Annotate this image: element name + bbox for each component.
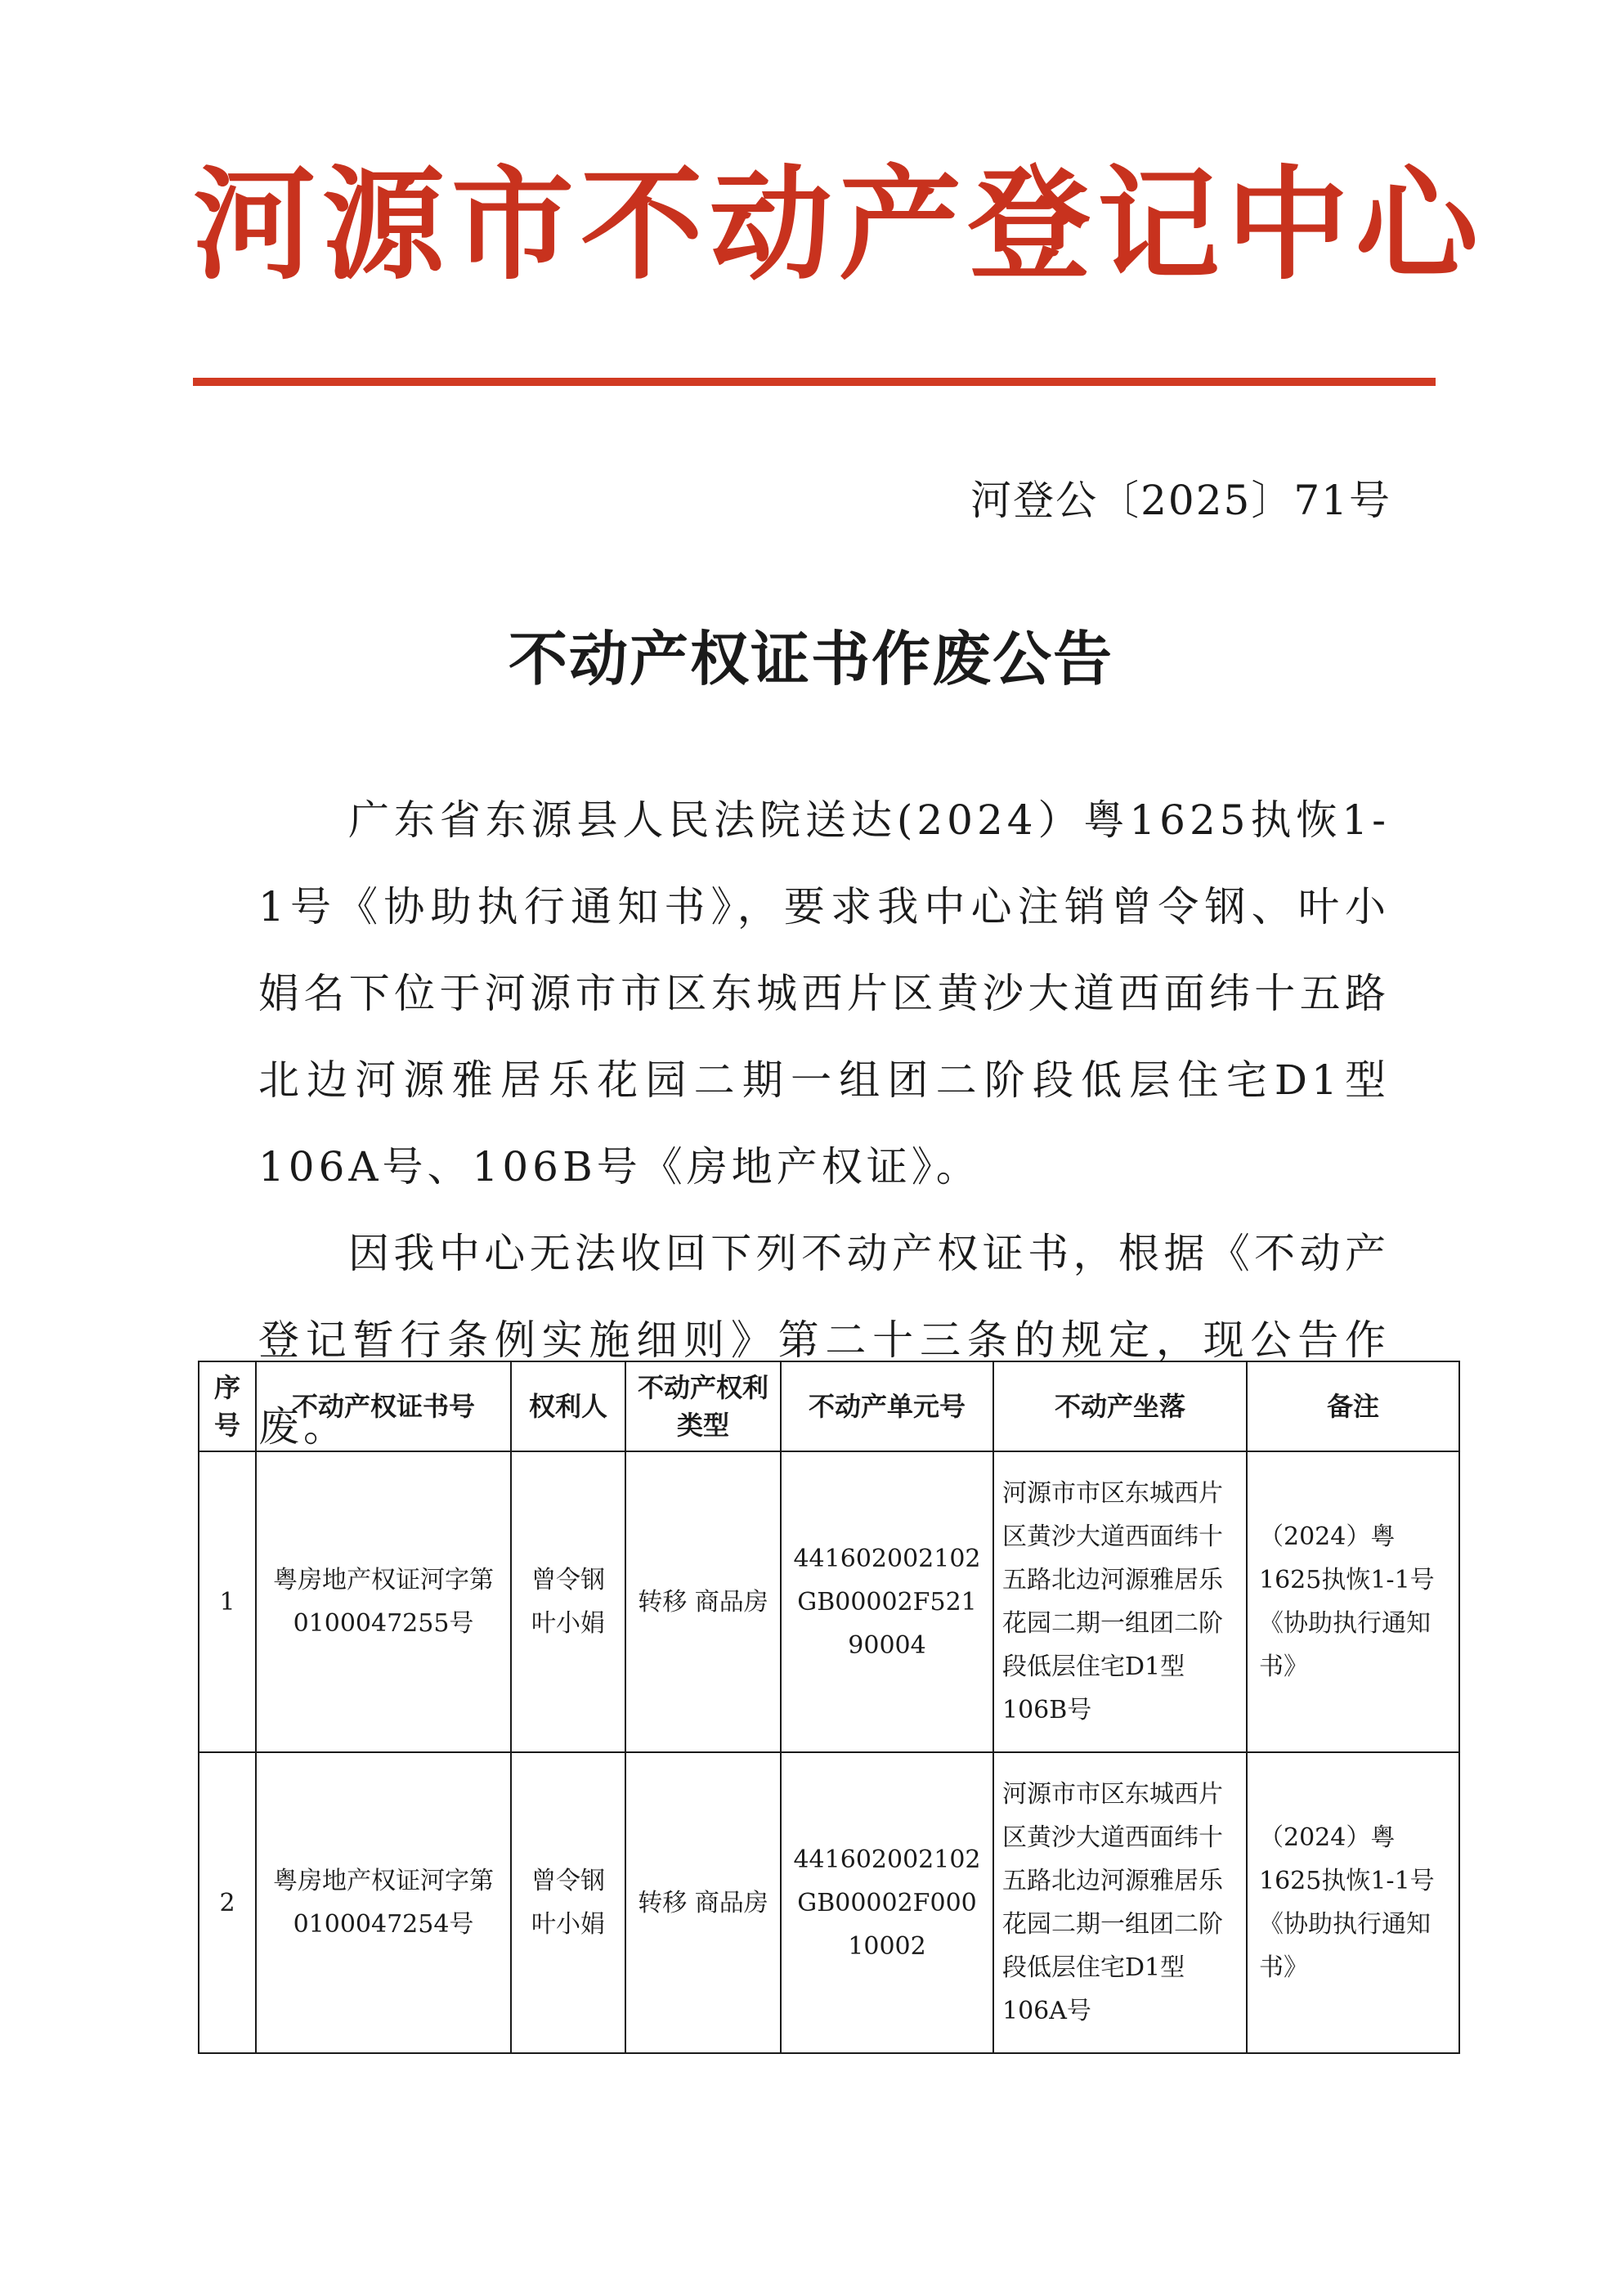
header-right-type: 不动产权利类型 xyxy=(625,1361,781,1451)
paragraph-court-request: 广东省东源县人民法院送达(2024）粤1625执恢1-1号《协助执行通知书》，要求我中心注销曾令钢、叶小娟名下位于河源市市区东城西片区黄沙大道西面纬十五路北边河源雅居乐花园二期一组团二阶段低层住宅D1型106A号、106B号《房地产权证》。 xyxy=(258,796,1390,1191)
page-title: 不动产权证书作废公告 xyxy=(508,624,1113,693)
cell-location: 河源市市区东城西片区黄沙大道西面纬十五路北边河源雅居乐花园二期一组团二阶段低层住宅D1型106A号 xyxy=(993,1752,1247,2053)
header-remarks: 备注 xyxy=(1247,1361,1459,1451)
cell-location: 河源市市区东城西片区黄沙大道西面纬十五路北边河源雅居乐花园二期一组团二阶段低层住宅D1型106B号 xyxy=(993,1451,1247,1752)
table-header-row xyxy=(199,1361,1459,1451)
cell-cert-no: 粤房地产权证河字第0100047255号 xyxy=(256,1451,511,1752)
masthead-org-name: 河源市不动产登记中心 xyxy=(193,153,1485,297)
cell-remarks: （2024）粤1625执恢1-1号《协助执行通知书》 xyxy=(1247,1451,1459,1752)
cell-right-type: 转移 商品房 xyxy=(625,1451,781,1752)
cell-seq: 1 xyxy=(199,1451,256,1752)
header-cert-no: 不动产权证书号 xyxy=(256,1361,511,1451)
cell-cert-no: 粤房地产权证河字第0100047254号 xyxy=(256,1752,511,2053)
cell-holder: 曾令钢叶小娟 xyxy=(511,1451,625,1752)
cell-seq: 2 xyxy=(199,1752,256,2053)
table-row xyxy=(199,1752,1459,2053)
header-unit-no: 不动产单元号 xyxy=(781,1361,993,1451)
cell-remarks: （2024）粤1625执恢1-1号《协助执行通知书》 xyxy=(1247,1752,1459,2053)
header-location: 不动产坐落 xyxy=(993,1361,1247,1451)
cell-unit-no: 441602002102GB00002F00010002 xyxy=(781,1752,993,2053)
header-seq: 序号 xyxy=(199,1361,256,1451)
cell-holder: 曾令钢叶小娟 xyxy=(511,1752,625,2053)
header-holder: 权利人 xyxy=(511,1361,625,1451)
certificate-table xyxy=(198,1361,1460,2054)
paragraph-void-declaration: 因我中心无法收回下列不动产权证书，根据《不动产登记暂行条例实施细则》第二十三条的规定，现公告作废。 xyxy=(258,1230,1390,1451)
document-number: 河登公〔2025〕71号 xyxy=(970,477,1391,524)
masthead-rule xyxy=(193,378,1436,386)
cell-right-type: 转移 商品房 xyxy=(625,1752,781,2053)
table-row xyxy=(199,1451,1459,1752)
cell-unit-no: 441602002102GB00002F52190004 xyxy=(781,1451,993,1752)
